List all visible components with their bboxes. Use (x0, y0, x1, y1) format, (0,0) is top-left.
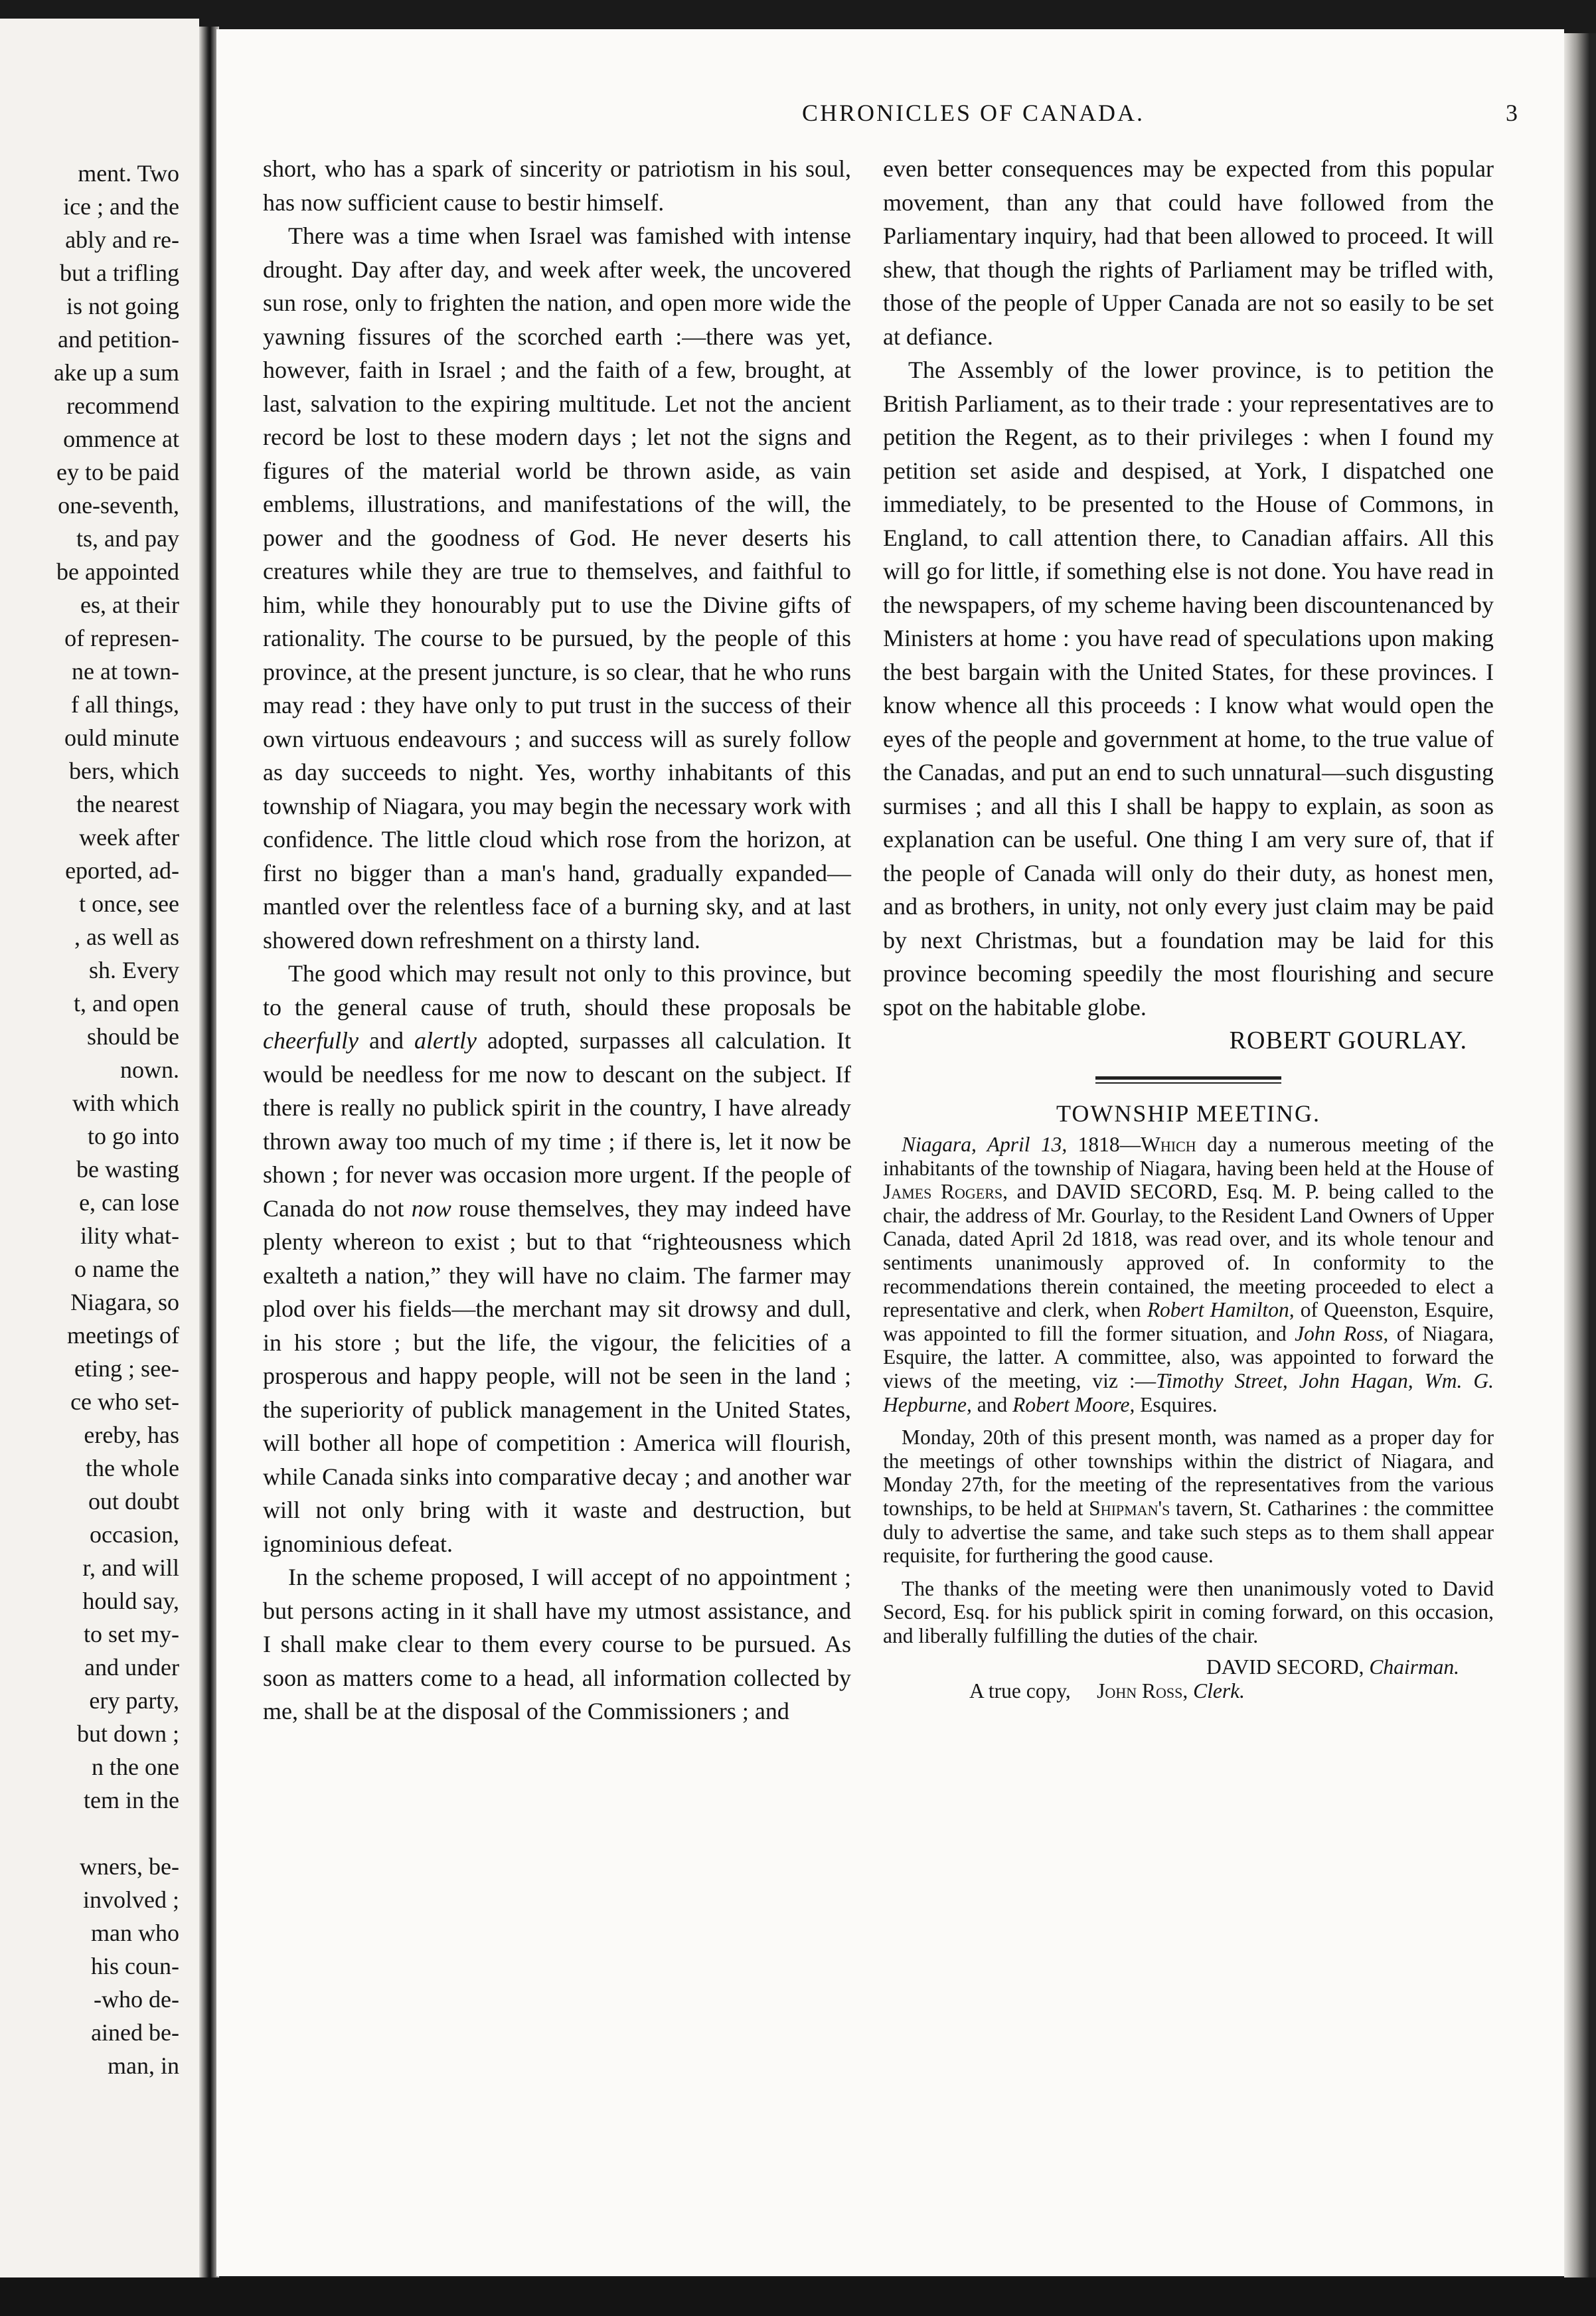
paragraph: The Assembly of the lower province, is to petition the British Parliament, as to their trade : your representatives are to petition the Regent, as to their privileges : when I found my petition set aside and despised, at York, I dispatched one immediately, to be presented to the House of Commons, in England, to call attention there, to Canadian affairs. All this will go for little, if something else is not done. You have read in the newspapers, of my scheme having been discountenanced by Ministers at home : you have read of speculations upon making the best bargain with the United States, for these provinces. I know whence all this proceeds : I know what would open the eyes of the people and government at home, to the true value of the Canadas, and put an end to such unnatural—such disgusting surmises ; and all this I shall be happy to explain, as soon as explanation can be useful. One thing I am very sure of, that if the people of Canada will only do their duty, as honest men, and as brothers, in unity, not only every just claim may be paid by next Christmas, but a foundation may be laid for this province becoming speedily the most flourishing and secure spot on the habitable globe. (883, 357, 1494, 1021)
fragment-line: o name the (74, 1256, 179, 1282)
fragment-line: , as well as (74, 924, 179, 950)
fragment-line: meetings of (67, 1322, 179, 1349)
fragment-line: recommend (66, 392, 179, 419)
middle-column (263, 152, 851, 1728)
fragment-line: bers, which (69, 758, 179, 784)
running-title: CHRONICLES OF CANADA. (801, 100, 1145, 126)
text-run: rouse themselves, they may indeed have plenty whereon to exist ; but to that “righteousness which exalteth a nation,” they will have no claim. The farmer may plod over his fields—the merchant may sit drowsy and dull, in his store ; but the life, the vigour, the felicities of a prosperous and happy people, will not be seen in the land ; the superiority of publick management in the United States, will bother all hope of competition : America will flourish, while Canada sinks into comparative decay ; and another war will not only bring with it waste and destruction, but ignominious defeat. (263, 1195, 851, 1557)
page-number: 3 (1506, 100, 1518, 126)
divider-rule (1095, 1082, 1281, 1084)
italic-text: Clerk. (1188, 1679, 1245, 1703)
fragment-line: to go into (87, 1123, 179, 1149)
fragment-line: ained be- (91, 2019, 179, 2046)
right-column (883, 152, 1494, 1703)
italic-text: Niagara, April 13, (902, 1133, 1068, 1156)
fragment-line: t, and open (74, 990, 179, 1017)
fragment-line: eported, ad- (65, 857, 179, 884)
fragment-line: f all things, (71, 691, 179, 718)
text-run: DAVID SECORD, (1206, 1655, 1364, 1679)
text-run: and (971, 1392, 1013, 1416)
italic-text: alertly (414, 1027, 477, 1054)
fragment-line: week after (79, 824, 179, 851)
signature: ROBERT GOURLAY. (1229, 1027, 1467, 1054)
text-run: tavern, St. Catharines : the committee duly to advertise the same, and take such steps as to them shall appear requisite, for furthering the good cause. (883, 1496, 1494, 1568)
fragment-line: but a trifling (60, 260, 179, 286)
italic-text: Chairman. (1364, 1655, 1459, 1679)
italic-text: Robert Hamilton, (1147, 1298, 1295, 1322)
fragment-line: is not going (66, 293, 179, 319)
fragment-line: ereby, has (84, 1422, 179, 1448)
text-run: , and DAVID SECORD, Esq. M. P. being called to the chair, the address of Mr. Gourlay, to the Resident Land Owners of Upper Canada, dated April 2d 1818, was read over, and its whole tenour and sentiments unanimously approved of. In conformity to the recommendations therein contained, the meeting proceeded to elect a representative and clerk, when (883, 1180, 1494, 1322)
text-run: and (358, 1027, 414, 1054)
text-run: day a numerous meeting of the inhabitants of the township of Niagara, having been held at the House of (883, 1133, 1494, 1180)
fragment-line: one-seventh, (58, 492, 179, 519)
fragment-line: ment. Two (78, 160, 179, 187)
text-run: adopted, surpasses all calculation. It would be needless for me now to descant on the subject. If there is really no publick spirit in the country, I have already thrown away too much of my time ; if there is, let it now be shown ; for never was occasion more urgent. If the people of Canada do not (263, 1027, 852, 1222)
fragment-line: with which (72, 1090, 179, 1116)
small-caps-text: John Ross, (1097, 1679, 1188, 1703)
section-heading: TOWNSHIP MEETING. (1056, 1100, 1320, 1127)
fragment-line: Niagara, so (70, 1289, 179, 1315)
page (216, 29, 1564, 2276)
fragment-line: ne at town- (72, 658, 179, 685)
fragment-line: hould say, (82, 1588, 179, 1614)
fragment-line: ery party, (89, 1687, 179, 1714)
fragment-line: eting ; see- (74, 1355, 179, 1382)
fragment-line: t once, see (79, 890, 179, 917)
fragment-line: the nearest (76, 791, 179, 817)
fragment-line: ake up a sum (54, 359, 179, 386)
fragment-line: n the one (92, 1754, 179, 1780)
fragment-line: tem in the (84, 1787, 179, 1813)
paragraph: There was a time when Israel was famished with intense drought. Day after day, and week after week, the uncovered sun rose, only to frighten the nation, and open more wide the yawning fissures of the scorched earth :—there was yet, however, faith in Israel ; and the faith of a few, brought, at last, salvation to the expiring multitude. Let not the ancient record be lost to these modern days ; let not the signs and figures of the material world be thrown aside, as vain emblems, illustrations, and manifestations of the will, the power and the goodness of God. He never deserts his creatures while they are true to themselves, and faithful to him, while they honourably put to use the Divine gifts of rationality. The course to be pursued, by the people of this province, at the present juncture, is so clear, that he who runs may read : they have only to put trust in the success of their own virtuous endeavours ; and success will as surely follow as day succeeds to night. Yes, worthy inhabitants of this township of Niagara, you may begin the necessary work with confidence. The little cloud which rose from the horizon, at first no bigger than a man's hand, gradually expanded—mantled over the relentless face of a burning sky, and at last showered down refreshment on a thirsty land. (263, 222, 851, 953)
fragment-line: be appointed (56, 558, 179, 585)
section-divider (883, 1076, 1494, 1084)
fragment-line: e, can lose (79, 1189, 179, 1216)
fragment-line: es, at their (80, 592, 179, 618)
text-run: Esquires. (1135, 1392, 1218, 1416)
text-run: of Niagara, Esquire, the latter. A committee, also, was appointed to forward the views of the meeting, viz :— (883, 1321, 1494, 1392)
page-edge (1564, 33, 1596, 2291)
fragment-line: -who de- (94, 1986, 179, 2013)
fragment-line: ce who set- (70, 1388, 179, 1415)
previous-page-fragment (0, 19, 199, 2303)
text-run: A true copy, (969, 1679, 1071, 1703)
page-header (216, 99, 1531, 139)
italic-text: now (411, 1195, 451, 1222)
fragment-line: nown. (120, 1056, 179, 1083)
chairman-signature (883, 1655, 1494, 1679)
fragment-line: ice ; and the (63, 193, 179, 220)
fragment-line: but down ; (76, 1720, 179, 1747)
fragment-line: the whole (86, 1455, 179, 1481)
fragment-line: wners, be- (80, 1853, 179, 1880)
small-caps-text: Shipman's (1089, 1496, 1170, 1520)
fragment-line: be wasting (76, 1156, 179, 1183)
paragraph: The thanks of the meeting were then unanimously voted to David Secord, Esq. for his publick spirit in coming forward, on this occasion, and liberally fulfilling the duties of the chair. (883, 1576, 1494, 1647)
fragment-line: to set my- (84, 1621, 179, 1647)
italic-text: Robert Moore, (1012, 1392, 1135, 1416)
fragment-line: ably and re- (65, 226, 179, 253)
fragment-line: r, and will (82, 1554, 179, 1581)
fragment-line: of represen- (64, 625, 179, 651)
small-caps-text: Which (1141, 1133, 1196, 1156)
paragraph: even better consequences may be expected from this popular movement, than any that could have followed from the Parliamentary inquiry, had that been allowed to proceed. It will shew, that though the rights of Parliament may be trifled with, those of the people of Upper Canada are not so easily to be set at defiance. (883, 155, 1494, 350)
fragment-line: man who (91, 1920, 179, 1946)
fragment-line: and petition- (58, 326, 179, 353)
fragment-line: sh. Every (89, 957, 179, 983)
fragment-line: ility what- (80, 1222, 179, 1249)
scan-border (0, 2277, 1596, 2316)
italic-text: cheerfully (263, 1027, 359, 1054)
fragment-line: and under (84, 1654, 179, 1681)
paragraph (883, 1133, 1494, 1416)
paragraph (263, 957, 851, 1560)
text-run: The good which may result not only to this province, but to the general cause of truth, should these proposals be (263, 960, 851, 1021)
paragraph (883, 1426, 1494, 1568)
fragment-line: ommence at (63, 426, 179, 452)
meeting-report (883, 1133, 1494, 1703)
fragment-line: his coun- (91, 1953, 179, 1979)
fragment-line: ts, and pay (76, 525, 179, 552)
fragment-line: should be (87, 1023, 179, 1050)
text-run: of Queenston, Esquire, was appointed to fill the former situation, and (883, 1298, 1494, 1345)
text-run: Monday, 20th of this present month, was named as a proper day for the meetings of other townships within the district of Niagara, and Monday 27th, for the meeting of the representatives from the various townships, to be held at (883, 1426, 1494, 1520)
italic-text: John Ross, (1295, 1321, 1389, 1345)
paragraph: In the scheme proposed, I will accept of no appointment ; but persons acting in it shall have my utmost assistance, and I shall make clear to them every course to be pursued. As soon as matters come to a head, all information collected by me, shall be at the disposal of the Commissioners ; and (263, 1564, 851, 1724)
text-run: 1818— (1067, 1133, 1141, 1156)
clerk-attestation (883, 1679, 1494, 1703)
fragment-line: ey to be paid (56, 459, 179, 485)
fragment-line: involved ; (83, 1886, 179, 1913)
fragment-line: occasion, (90, 1521, 179, 1548)
fragment-line: man, in (108, 2052, 179, 2079)
fragment-line: ould minute (64, 724, 179, 751)
fragment-line: out doubt (88, 1488, 179, 1515)
previous-page-column (0, 157, 179, 2082)
fragment-line (0, 1817, 179, 1850)
paragraph: short, who has a spark of sincerity or patriotism in his soul, has now sufficient cause to bestir himself. (263, 155, 851, 216)
divider-rule (1095, 1076, 1281, 1080)
small-caps-text: James Rogers (883, 1180, 1003, 1204)
italic-text: Timothy Street, John Hagan, Wm. G. Hepburne, (883, 1368, 1494, 1416)
